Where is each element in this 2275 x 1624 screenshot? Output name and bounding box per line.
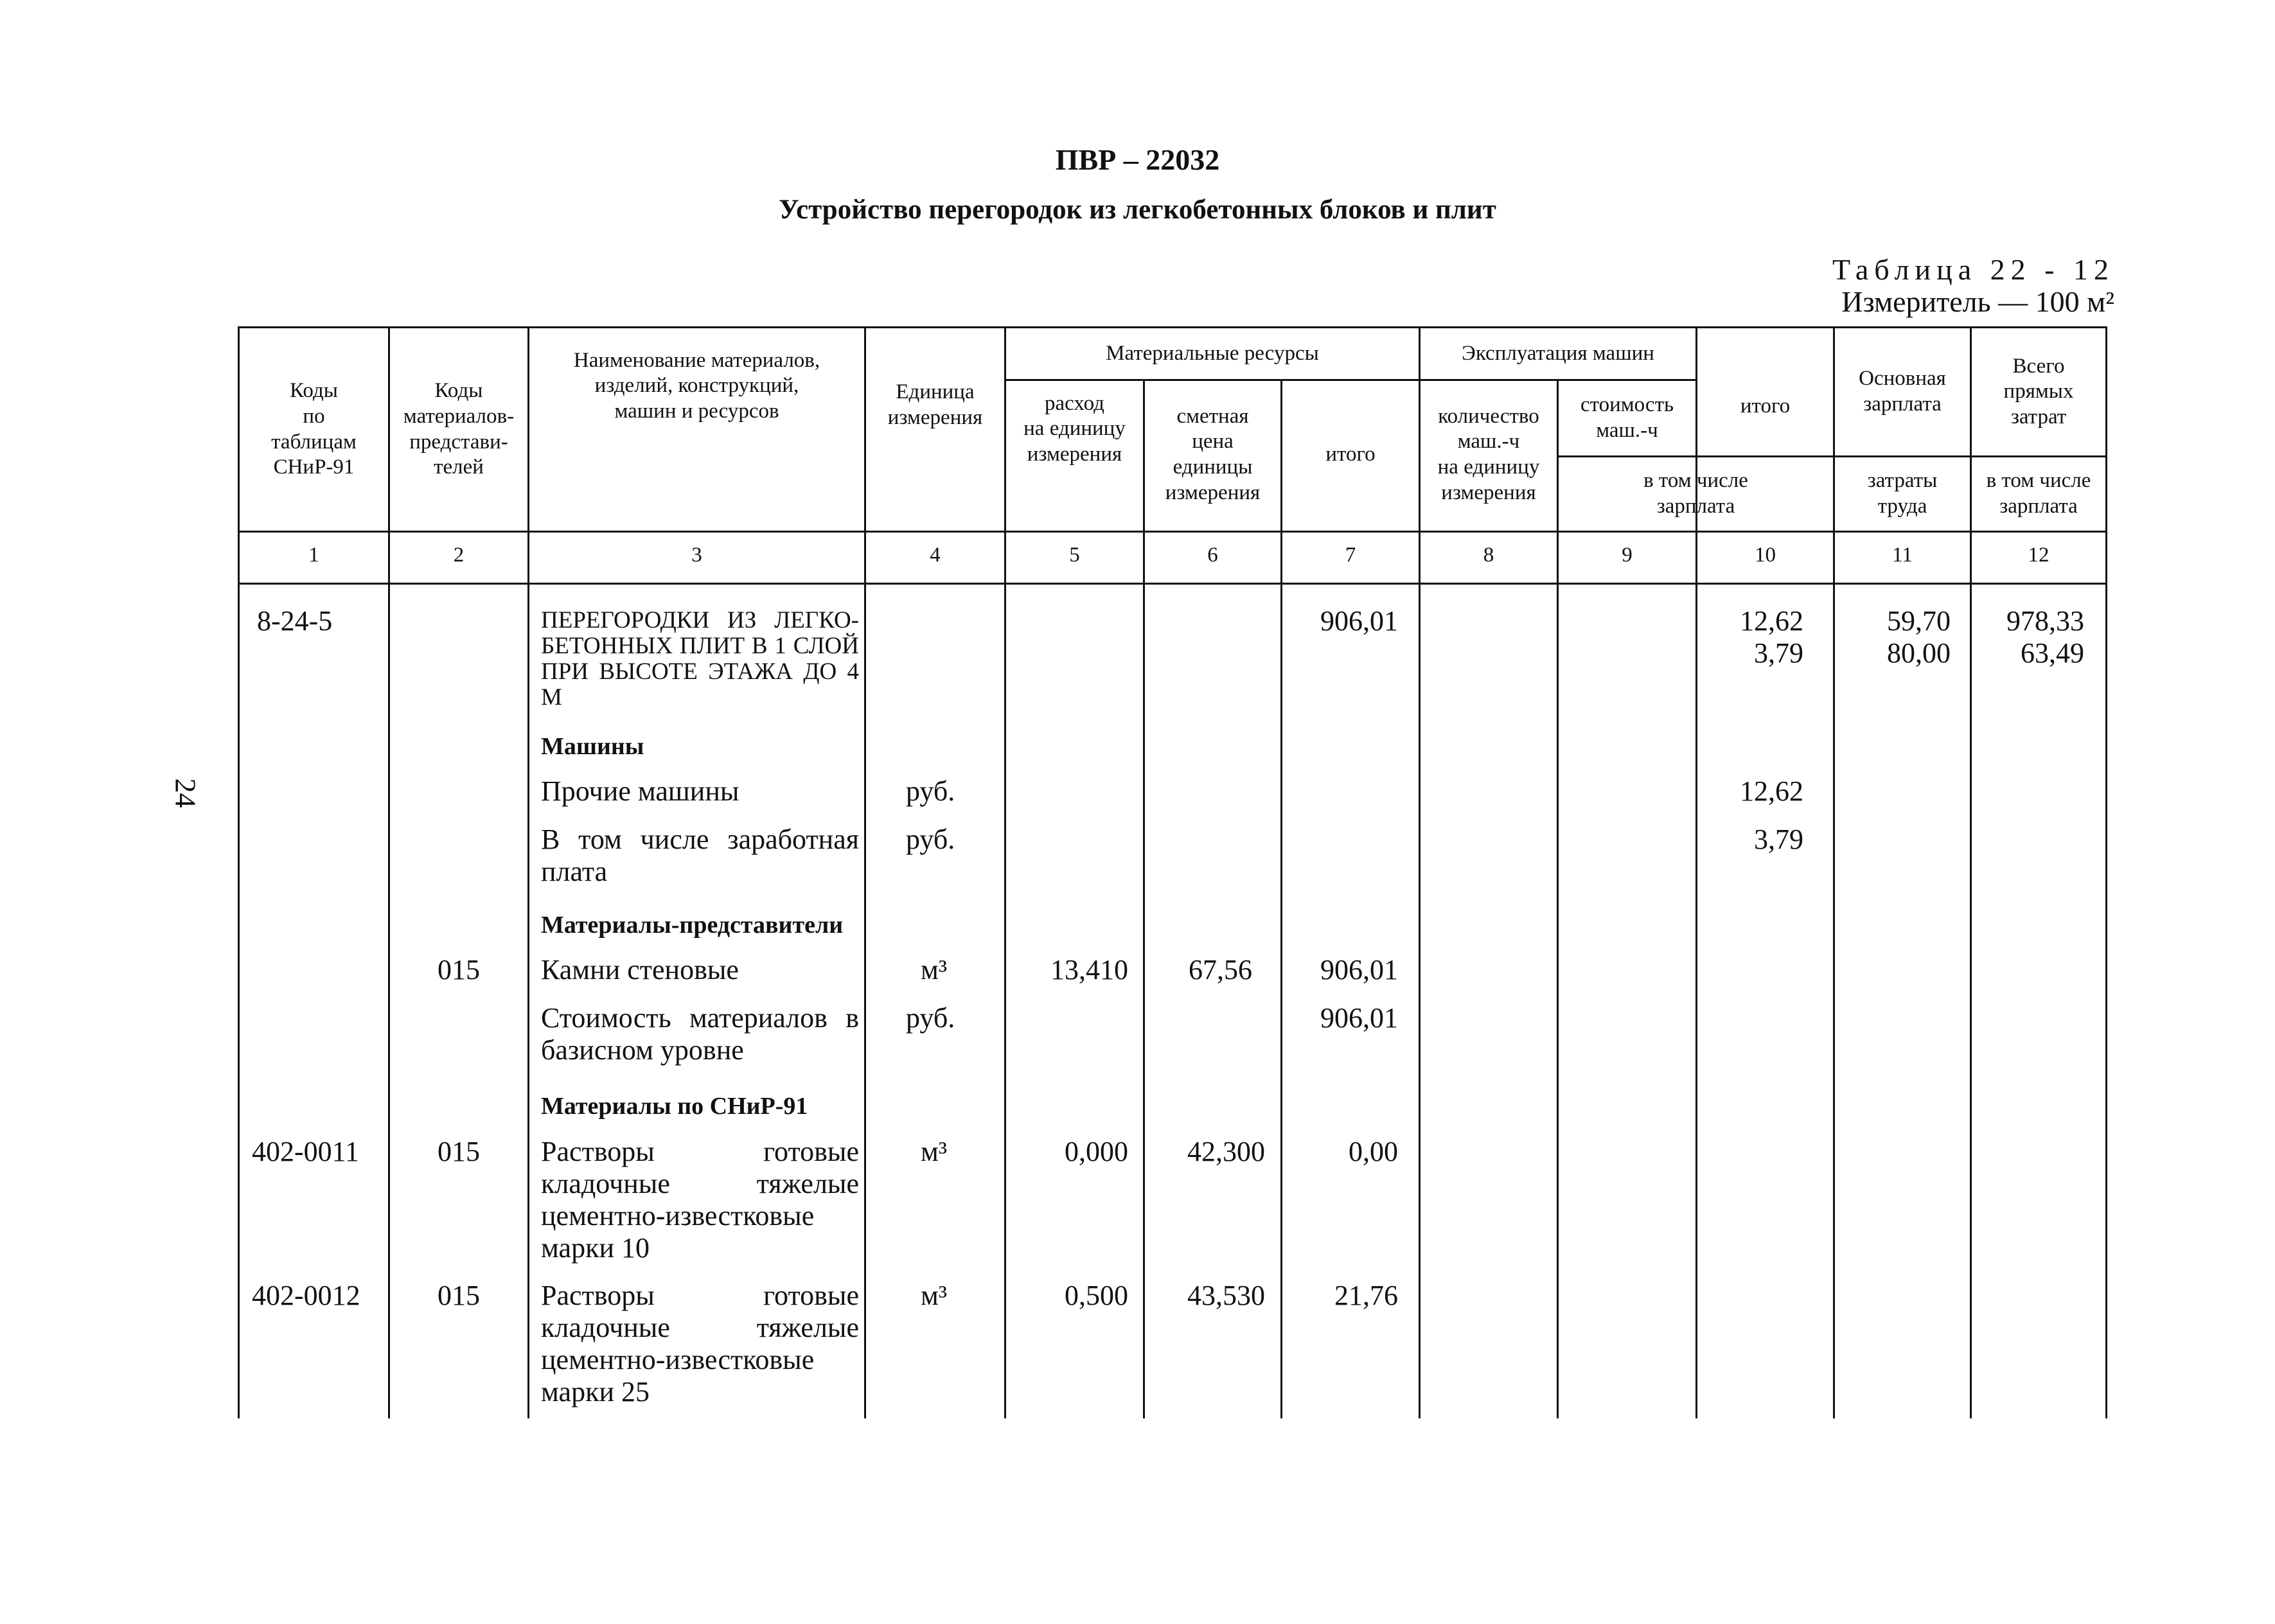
row-total: 0,00	[1349, 1136, 1398, 1167]
rule	[1143, 379, 1145, 1418]
main-mat-total: 906,01	[1320, 605, 1398, 637]
row-unit: руб.	[906, 824, 955, 855]
rule	[238, 583, 2107, 585]
header-mach-cost: стоимость маш.-ч	[1580, 393, 1674, 442]
table-label: Таблица 22 - 12	[1832, 253, 2114, 286]
main-code: 8-24-5	[257, 605, 333, 637]
main-mach-total-2: 3,79	[1754, 637, 1803, 669]
column-number: 8	[1483, 543, 1494, 567]
header-labor: затраты труда	[1867, 469, 1938, 518]
column-number: 11	[1892, 543, 1913, 567]
header-base-wage: Основная зарплата	[1859, 367, 1946, 416]
row-code2: 015	[438, 1280, 480, 1311]
row-rate: 13,410	[1050, 954, 1128, 985]
column-number: 2	[453, 543, 465, 567]
row-name: Камни стеновые	[541, 954, 739, 985]
measure-label: Измеритель — 100 м²	[1841, 285, 2114, 318]
row-name: В том числе заработная плата	[541, 824, 859, 887]
row-code1: 402-0012	[252, 1280, 360, 1311]
header-material-group: Материальные ресурсы	[1106, 341, 1319, 365]
column-number: 1	[308, 543, 319, 567]
column-number: 6	[1207, 543, 1218, 567]
row-price: 67,56	[1189, 954, 1252, 985]
rule	[527, 326, 529, 1418]
column-number: 7	[1345, 543, 1356, 567]
row-code2: 015	[438, 1136, 480, 1167]
column-number: 10	[1755, 543, 1776, 567]
row-code2: 015	[438, 954, 480, 985]
rule	[1557, 379, 1559, 1418]
row-unit: м³	[921, 1136, 948, 1167]
column-number: 3	[691, 543, 702, 567]
rule	[1004, 326, 1006, 1418]
row-name: Стоимость материалов в базисном уровне	[541, 1002, 859, 1066]
row-rate: 0,000	[1065, 1136, 1128, 1167]
header-codes-rep: Коды материалов- представи- телей	[403, 379, 515, 479]
row-price: 43,530	[1187, 1280, 1265, 1311]
header-direct-total: Всего прямых затрат	[2003, 354, 2074, 428]
header-mach-total: итого	[1740, 394, 1791, 418]
header-name: Наименование материалов, изделий, конструкций, машин и ресурсов	[573, 348, 820, 423]
doc-code: ПВР – 22032	[1055, 143, 1220, 176]
header-machine-group: Эксплуатация машин	[1462, 341, 1654, 365]
row-price: 42,300	[1187, 1136, 1265, 1167]
row-unit: руб.	[906, 1002, 955, 1034]
doc-heading: Устройство перегородок из легкобетонных блоков и плит	[779, 195, 1496, 225]
rule	[1280, 379, 1282, 1418]
row-mach-total: 12,62	[1740, 775, 1803, 807]
header-mat-price: сметная цена единицы измерения	[1165, 404, 1261, 504]
row-code1: 402-0011	[252, 1136, 360, 1167]
header-mach-qty: количество маш.-ч на единицу измерения	[1437, 404, 1540, 504]
row-rate: 0,500	[1065, 1280, 1128, 1311]
row-unit: руб.	[906, 775, 955, 807]
header-codes-snip: Коды по таблицам СНиР-91	[271, 379, 357, 479]
header-incl-wage-1: в том числе зарплата	[1643, 469, 1748, 518]
rule	[864, 326, 866, 1418]
main-mach-total-1: 12,62	[1740, 605, 1803, 637]
header-mat-total: итого	[1325, 443, 1376, 466]
group-machines: Машины	[541, 733, 644, 760]
page-number: 24	[169, 778, 202, 808]
column-number: 9	[1622, 543, 1633, 567]
column-number: 4	[930, 543, 941, 567]
main-name: ПЕРЕГОРОДКИ ИЗ ЛЕГКО-БЕТОННЫХ ПЛИТ В 1 СЛОЙ ПРИ ВЫСОТЕ ЭТАЖА ДО 4 М	[541, 607, 859, 710]
column-number: 5	[1069, 543, 1080, 567]
main-base-wage-1: 59,70	[1887, 605, 1951, 637]
row-total: 21,76	[1334, 1280, 1398, 1311]
row-name: Растворы готовые кладочные тяжелые цементно-известковые марки 25	[541, 1280, 859, 1408]
main-base-wage-2: 80,00	[1887, 637, 1951, 669]
group-materials-snip: Материалы по СНиР-91	[541, 1093, 808, 1120]
header-mat-rate: расход на единицу измерения	[1023, 391, 1126, 466]
row-name: Прочие машины	[541, 775, 739, 807]
header-unit: Единица измерения	[887, 380, 983, 429]
row-total: 906,01	[1320, 1002, 1398, 1034]
main-direct-2: 63,49	[2021, 637, 2084, 669]
column-number: 12	[2028, 543, 2049, 567]
row-name: Растворы готовые кладочные тяжелые цементно-известковые марки 10	[541, 1136, 859, 1264]
rule	[238, 531, 2107, 533]
row-unit: м³	[921, 954, 948, 985]
group-materials-rep: Материалы-представители	[541, 912, 844, 939]
row-total: 906,01	[1320, 954, 1398, 985]
main-direct-1: 978,33	[2006, 605, 2084, 637]
row-unit: м³	[921, 1280, 948, 1311]
rule	[2105, 326, 2107, 1418]
row-mach-total: 3,79	[1754, 824, 1803, 855]
header-incl-wage-2: в том числе зарплата	[1986, 469, 2091, 518]
